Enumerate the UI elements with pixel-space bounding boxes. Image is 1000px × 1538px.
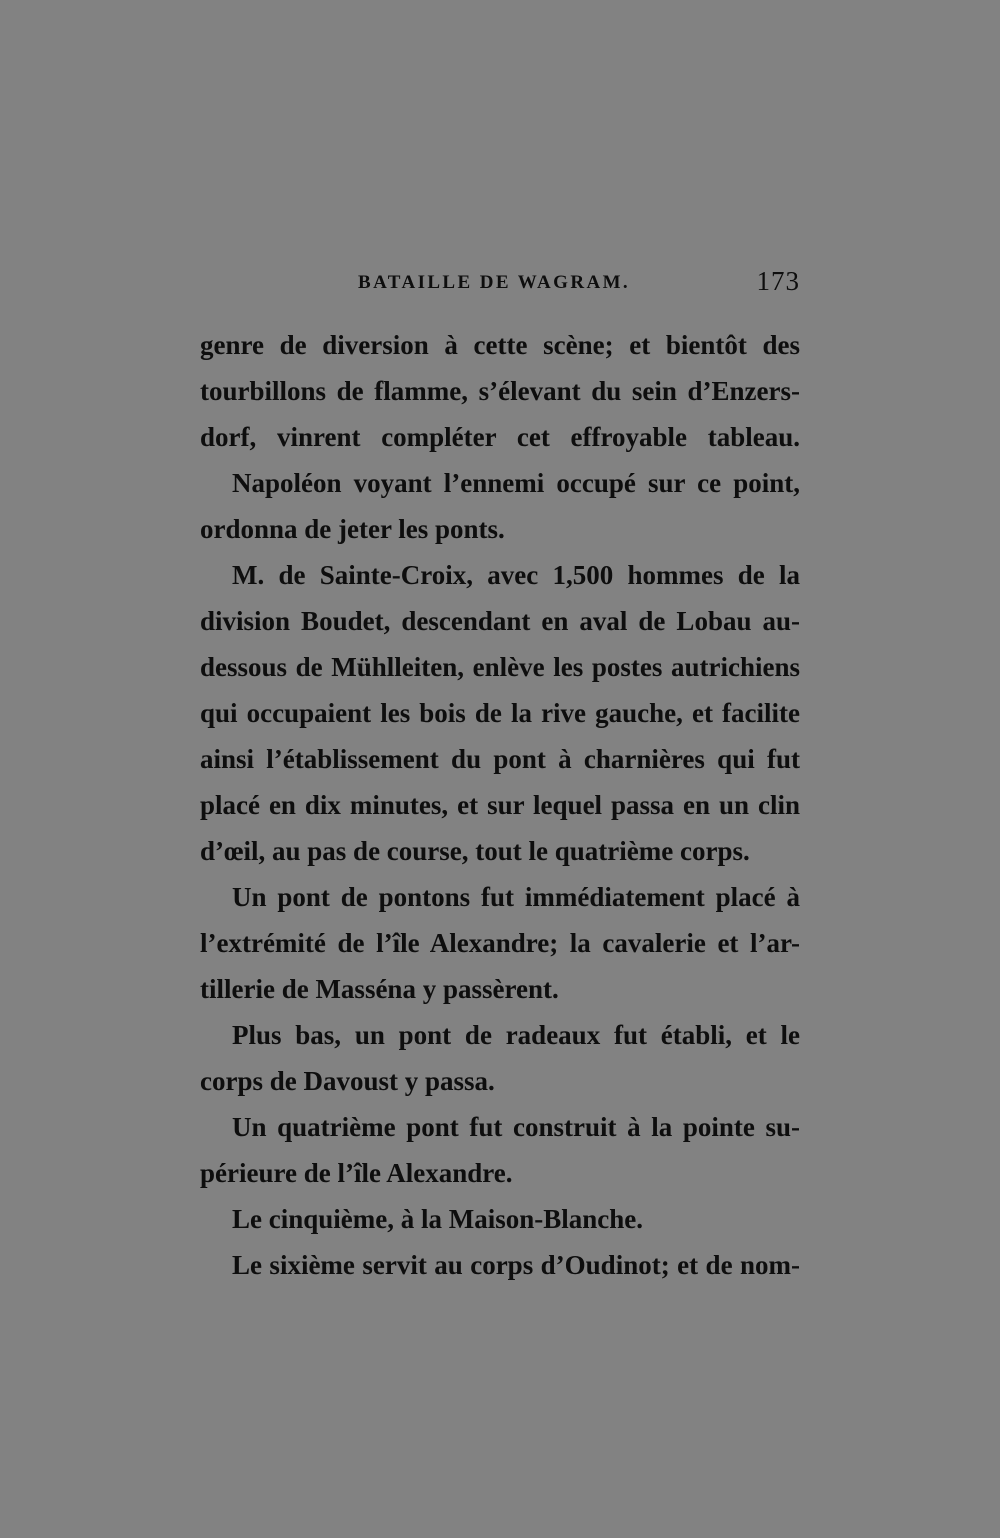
text-line: Un pont de pontons fut immédiatement placé à [232,882,800,912]
text-line: Napoléon voyant l’ennemi occupé sur ce point, [232,468,800,498]
text-line: Plus bas, un pont de radeaux fut établi, et le [232,1020,800,1050]
text-line: division Boudet, descendant en aval de Lobau au- [200,606,800,636]
text-line: placé en dix minutes, et sur lequel passa en un clin [200,790,800,820]
page-number: 173 [756,266,800,296]
text-line: M. de Sainte-Croix, avec 1,500 hommes de la [232,560,800,590]
text-line: d’œil, au pas de course, tout le quatrième corps. [200,836,750,866]
body-text [200,322,800,1288]
text-line: ainsi l’établissement du pont à charnières qui fut [200,744,800,774]
text-line: dessous de Mühlleiten, enlève les postes autrichiens [200,652,800,682]
text-line: tourbillons de flamme, s’élevant du sein d’Enzers- [200,376,800,406]
text-line: dorf, vinrent compléter cet effroyable tableau. [200,422,800,452]
text-line: l’extrémité de l’île Alexandre; la cavalerie et l’ar- [200,928,800,958]
text-line: corps de Davoust y passa. [200,1066,495,1096]
text-line: Le cinquième, à la Maison-Blanche. [232,1204,643,1234]
running-head [200,266,800,306]
text-line: Le sixième servit au corps d’Oudinot; et de nom- [232,1250,800,1280]
text-line: genre de diversion à cette scène; et bientôt des [200,330,800,360]
text-line: ordonna de jeter les ponts. [200,514,505,544]
running-title: BATAILLE DE WAGRAM. [358,272,631,293]
text-line: Un quatrième pont fut construit à la pointe su- [232,1112,800,1142]
text-line: tillerie de Masséna y passèrent. [200,974,559,1004]
text-line: périeure de l’île Alexandre. [200,1158,513,1188]
text-line: qui occupaient les bois de la rive gauche, et facilite [200,698,800,728]
